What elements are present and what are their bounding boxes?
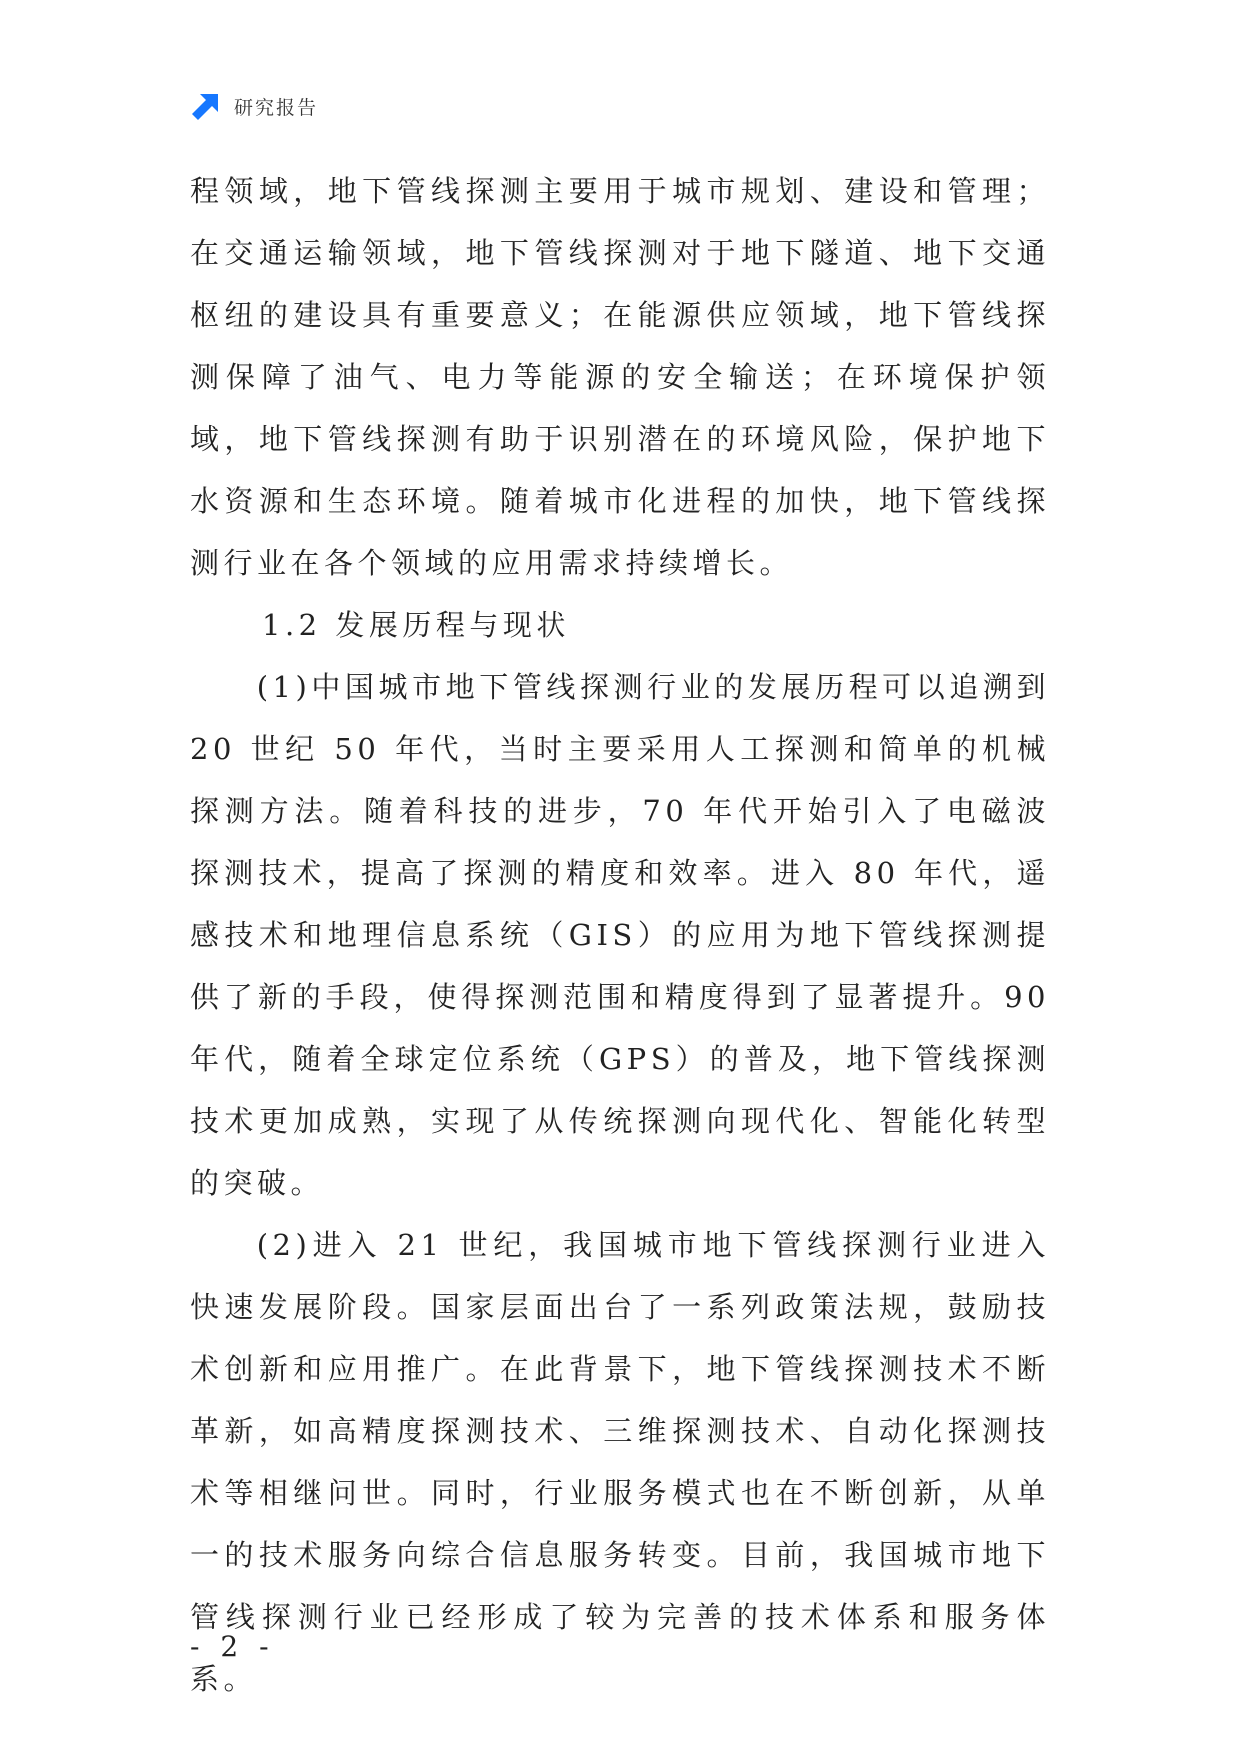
paragraph-1: 程领域，地下管线探测主要用于城市规划、建设和管理；在交通运输领域，地下管线探测对于地下隧道、地下交通枢纽的建设具有重要意义；在能源供应领域，地下管线探测保障了油气、电力等能源的安全输送；在环境保护领域，地下管线探测有助于识别潜在的环境风险，保护地下水资源和生态环境。随着城市化进程的加快，地下管线探测行业在各个领域的应用需求持续增长。	[190, 174, 1050, 580]
header-title: 研究报告	[234, 96, 319, 119]
paragraph-2: (1)中国城市地下管线探测行业的发展历程可以追溯到20 世纪 50 年代，当时主要采用人工探测和简单的机械探测方法。随着科技的进步，70 年代开始引入了电磁波探测技术，提高了探测的精度和效率。进入 80 年代，遥感技术和地理信息系统（GIS）的应用为地下管线探测提供了新的手段，使得探测范围和精度得到了显著提升。90 年代，随着全球定位系统（GPS）的普及，地下管线探测技术更加成熟，实现了从传统探测向现代化、智能化转型的突破。	[190, 670, 1050, 1200]
section-heading: 1.2 发展历程与现状	[262, 608, 570, 642]
page-number: - 2 -	[190, 1630, 275, 1663]
paragraph-3: (2)进入 21 世纪，我国城市地下管线探测行业进入快速发展阶段。国家层面出台了一系列政策法规，鼓励技术创新和应用推广。在此背景下，地下管线探测技术不断革新，如高精度探测技术、三维探测技术、自动化探测技术等相继问世。同时，行业服务模式也在不断创新，从单一的技术服务向综合信息服务转变。目前，我国城市地下管线探测行业已经形成了较为完善的技术体系和服务体系。	[190, 1228, 1050, 1696]
document-body	[190, 160, 1050, 1710]
page-header	[190, 88, 318, 124]
arrow-up-right-icon	[190, 90, 222, 122]
